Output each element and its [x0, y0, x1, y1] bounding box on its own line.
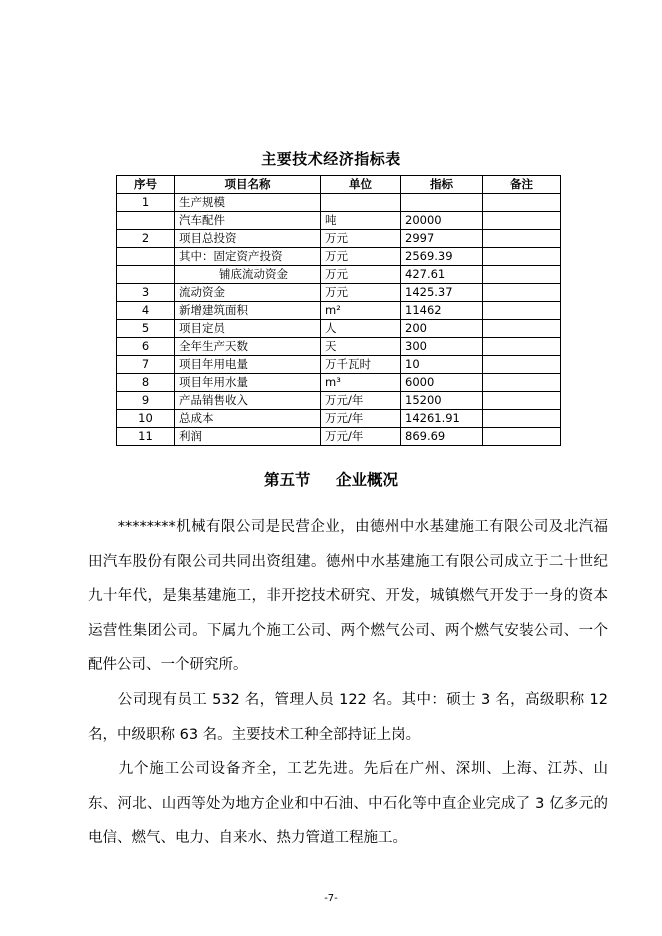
technical-economic-indicators-table: [116, 175, 561, 446]
cell-unit: m²: [321, 302, 401, 320]
cell-name: 生产规模: [175, 194, 321, 212]
cell-unit: 万元/年: [321, 428, 401, 446]
cell-no: 1: [117, 194, 175, 212]
cell-note: [483, 428, 561, 446]
section-title: 企业概况: [335, 471, 398, 489]
cell-no: [117, 212, 175, 230]
cell-value: [401, 194, 483, 212]
header-unit: 单位: [321, 176, 401, 194]
cell-name: 项目年用电量: [175, 356, 321, 374]
cell-value: 200: [401, 320, 483, 338]
cell-no: 9: [117, 392, 175, 410]
table-row: [117, 374, 561, 392]
cell-note: [483, 392, 561, 410]
table-row: [117, 302, 561, 320]
table-row: [117, 212, 561, 230]
cell-unit: 吨: [321, 212, 401, 230]
table-row: [117, 284, 561, 302]
cell-note: [483, 338, 561, 356]
cell-name: 流动资金: [175, 284, 321, 302]
cell-value: 300: [401, 338, 483, 356]
cell-no: 7: [117, 356, 175, 374]
cell-note: [483, 374, 561, 392]
cell-value: 869.69: [401, 428, 483, 446]
cell-name: 汽车配件: [175, 212, 321, 230]
cell-name: 新增建筑面积: [175, 302, 321, 320]
cell-note: [483, 194, 561, 212]
cell-value: 6000: [401, 374, 483, 392]
cell-no: 8: [117, 374, 175, 392]
paragraph-staff: 公司现有员工 532 名，管理人员 122 名。其中：硕士 3 名，高级职称 12 名，中级职称 63 名。主要技术工种全部持证上岗。: [88, 692, 608, 743]
cell-name: 项目总投资: [175, 230, 321, 248]
table-row: [117, 356, 561, 374]
table-row: [117, 392, 561, 410]
cell-no: [117, 248, 175, 266]
cell-note: [483, 284, 561, 302]
cell-value: 2569.39: [401, 248, 483, 266]
header-value: 指标: [401, 176, 483, 194]
cell-unit: 人: [321, 320, 401, 338]
cell-name: 产品销售收入: [175, 392, 321, 410]
cell-name: 项目年用水量: [175, 374, 321, 392]
cell-unit: 万元/年: [321, 410, 401, 428]
cell-value: 427.61: [401, 266, 483, 284]
cell-unit: 万元: [321, 248, 401, 266]
table-row: [117, 320, 561, 338]
cell-unit: 天: [321, 338, 401, 356]
section-number: 第五节: [264, 471, 311, 489]
cell-note: [483, 248, 561, 266]
table-title: 主要技术经济指标表: [261, 150, 401, 168]
section-heading: [0, 468, 662, 490]
cell-no: 5: [117, 320, 175, 338]
cell-value: 15200: [401, 392, 483, 410]
header-no: 序号: [117, 176, 175, 194]
cell-unit: 万元: [321, 284, 401, 302]
cell-name: 总成本: [175, 410, 321, 428]
table-header-row: [117, 176, 561, 194]
cell-value: 10: [401, 356, 483, 374]
cell-note: [483, 302, 561, 320]
table-row: [117, 194, 561, 212]
paragraph-construction: 九个施工公司设备齐全，工艺先进。先后在广州、深圳、上海、江苏、山东、河北、山西等处为地方企业和中石油、中石化等中直企业完成了 3 亿多元的电信、燃气、电力、自来水、热力管道工程施工。: [88, 761, 608, 846]
cell-no: 10: [117, 410, 175, 428]
cell-note: [483, 230, 561, 248]
cell-note: [483, 356, 561, 374]
cell-note: [483, 320, 561, 338]
cell-no: 2: [117, 230, 175, 248]
paragraph-company-intro: ********机械有限公司是民营企业，由德州中水基建施工有限公司及北汽福田汽车股份有限公司共同出资组建。德州中水基建施工有限公司成立于二十世纪九十年代，是集基建施工，非开挖技术研究、开发，城镇燃气开发于一身的资本运营性集团公司。下属九个施工公司、两个燃气公司、两个燃气安装公司、一个配件公司、一个研究所。: [88, 519, 608, 673]
page-number: -7-: [324, 893, 338, 904]
cell-name: 项目定员: [175, 320, 321, 338]
cell-unit: 万元: [321, 230, 401, 248]
cell-name: 其中：固定资产投资: [175, 248, 321, 266]
cell-note: [483, 410, 561, 428]
cell-unit: 万元: [321, 266, 401, 284]
table-row: [117, 410, 561, 428]
table-row: [117, 428, 561, 446]
table-row: [117, 230, 561, 248]
cell-value: 1425.37: [401, 284, 483, 302]
cell-unit: 万元/年: [321, 392, 401, 410]
cell-value: 20000: [401, 212, 483, 230]
cell-unit: [321, 194, 401, 212]
cell-value: 11462: [401, 302, 483, 320]
table-row: [117, 266, 561, 284]
table-row: [117, 248, 561, 266]
cell-no: 3: [117, 284, 175, 302]
cell-no: 11: [117, 428, 175, 446]
cell-note: [483, 266, 561, 284]
cell-note: [483, 212, 561, 230]
header-name: 项目名称: [175, 176, 321, 194]
header-note: 备注: [483, 176, 561, 194]
cell-name: 铺底流动资金: [175, 266, 321, 284]
cell-value: 14261.91: [401, 410, 483, 428]
cell-no: 4: [117, 302, 175, 320]
cell-value: 2997: [401, 230, 483, 248]
cell-name: 利润: [175, 428, 321, 446]
cell-unit: 万千瓦时: [321, 356, 401, 374]
cell-no: [117, 266, 175, 284]
cell-unit: m³: [321, 374, 401, 392]
cell-name: 全年生产天数: [175, 338, 321, 356]
cell-no: 6: [117, 338, 175, 356]
table-row: [117, 338, 561, 356]
